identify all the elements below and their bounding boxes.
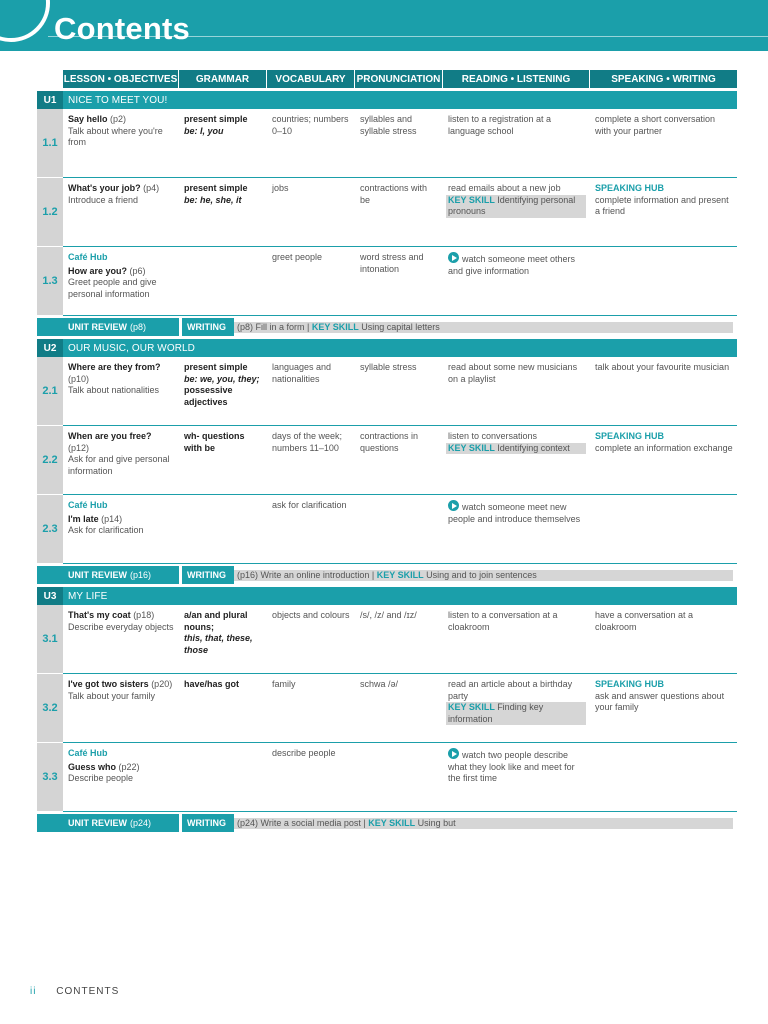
speaking-hub-label: SPEAKING HUB	[595, 431, 665, 441]
pronunciation-text: syllables and syllable stress	[360, 114, 417, 136]
lesson-title: How are you?	[68, 265, 128, 276]
lesson-row	[37, 743, 737, 812]
speaking-text: talk about your favourite musician	[595, 362, 730, 372]
unit-review-row	[37, 814, 737, 832]
lesson-title: Where are they from?	[68, 362, 161, 372]
header-pronunciation: PRONUNCIATION	[355, 70, 443, 88]
speaking-cell	[590, 247, 737, 315]
unit-review-label	[63, 814, 179, 832]
lesson-objective: Introduce a friend	[68, 194, 139, 205]
grammar-detail: be: I, you	[184, 125, 224, 136]
grammar-cell	[179, 247, 267, 315]
unit-header	[37, 339, 737, 357]
key-skill-text: Finding key information	[448, 702, 544, 724]
lesson-number: 2.3	[37, 495, 63, 564]
grammar-main: wh- questions with be	[184, 431, 245, 453]
unit-code: U3	[37, 587, 63, 605]
writing-label: WRITING	[182, 814, 234, 832]
unit-review-row	[37, 566, 737, 584]
writing-key-skill-text: Using but	[417, 817, 456, 828]
pronunciation-text: syllable stress	[360, 362, 417, 372]
key-skill-label: KEY SKILL	[448, 442, 498, 453]
lesson-cell	[63, 426, 179, 494]
speaking-cell	[590, 426, 737, 494]
lesson-title-line	[68, 183, 175, 195]
lesson-title-line	[68, 362, 175, 385]
vocabulary-text: jobs	[272, 183, 289, 193]
lesson-title-line	[68, 762, 175, 774]
grammar-cell	[179, 743, 267, 811]
cafe-hub-label: Café Hub	[68, 500, 108, 510]
lesson-title: I've got two sisters	[68, 679, 149, 689]
lesson-number: 2.2	[37, 426, 63, 495]
vocabulary-cell	[267, 743, 355, 811]
writing-task-text: (p16) Write an online introduction	[237, 569, 370, 580]
lesson-title-line	[68, 266, 175, 278]
unit-review-label	[63, 566, 179, 584]
reading-cell	[443, 743, 590, 811]
reading-text: read emails about a new job	[448, 183, 561, 193]
writing-task-text: (p8) Fill in a form	[237, 321, 305, 332]
lesson-title-line	[68, 679, 175, 691]
page-title: Contents	[54, 11, 190, 46]
lesson-title-line	[68, 514, 175, 526]
grammar-cell	[179, 605, 267, 673]
lesson-row	[37, 357, 737, 426]
header-speaking: SPEAKING • WRITING	[590, 70, 737, 88]
key-skill-text: Identifying context	[497, 442, 570, 453]
vocabulary-text: ask for clarification	[272, 500, 347, 510]
vocabulary-text: objects and colours	[272, 610, 350, 620]
reading-text: listen to conversations	[448, 431, 538, 441]
pronunciation-text: word stress and intonation	[360, 252, 424, 274]
play-icon[interactable]	[448, 500, 459, 511]
grammar-main: have/has got	[184, 679, 240, 689]
vocabulary-cell	[267, 109, 355, 177]
column-headers	[63, 70, 737, 88]
lesson-number: 1.3	[37, 247, 63, 316]
page-footer	[30, 986, 119, 997]
lesson-number: 3.2	[37, 674, 63, 743]
header-grammar: GRAMMAR	[179, 70, 267, 88]
lesson-cell	[63, 109, 179, 177]
lesson-objective: Talk about where you're from	[68, 125, 163, 147]
cafe-hub-label: Café Hub	[68, 252, 108, 262]
review-pad	[37, 318, 63, 336]
header-reading: READING • LISTENING	[443, 70, 590, 88]
lesson-number: 2.1	[37, 357, 63, 426]
reading-text: watch someone meet others and give information	[448, 254, 576, 276]
unit-header	[37, 91, 737, 109]
writing-key-skill-text: Using and to join sentences	[426, 569, 537, 580]
key-skill-text: Identifying personal pronouns	[448, 194, 576, 216]
pronunciation-text: contractions in questions	[360, 431, 419, 453]
reading-text: read an article about a birthday party	[448, 679, 573, 701]
lesson-page: (p14)	[101, 513, 123, 524]
unit-title: MY LIFE	[68, 590, 108, 602]
pronunciation-text: /s/, /z/ and /ɪz/	[360, 610, 417, 620]
lesson-page: (p18)	[133, 610, 155, 620]
grammar-main: present simple	[184, 114, 248, 124]
unit-header	[37, 587, 737, 605]
reading-cell	[443, 495, 590, 563]
grammar-main: present simple	[184, 183, 248, 193]
lesson-row	[37, 426, 737, 495]
speaking-text: have a conversation at a cloakroom	[595, 610, 694, 632]
writing-task-text: (p24) Write a social media post	[237, 817, 361, 828]
header-lesson: LESSON • OBJECTIVES	[63, 70, 179, 88]
lesson-cell	[63, 495, 179, 563]
pronunciation-cell	[355, 605, 443, 673]
vocabulary-cell	[267, 247, 355, 315]
page-number: ii	[30, 986, 37, 997]
writing-key-skill-label: KEY SKILL	[311, 321, 359, 332]
lesson-row	[37, 109, 737, 178]
lesson-cell	[63, 178, 179, 246]
unit-review-title: UNIT REVIEW	[68, 818, 128, 828]
lesson-objective: Ask for and give personal information	[68, 454, 170, 476]
speaking-text: complete a short conversation with your partner	[595, 114, 716, 136]
unit-review-label	[63, 318, 179, 336]
key-skill-label: KEY SKILL	[448, 194, 498, 205]
reading-cell	[443, 674, 590, 742]
grammar-main: present simple	[184, 362, 248, 372]
vocabulary-cell	[267, 674, 355, 742]
vocabulary-cell	[267, 605, 355, 673]
speaking-text: complete information and present a friend	[595, 194, 729, 216]
reading-text: read about some new musicians on a playlist	[448, 362, 578, 384]
lesson-row	[37, 495, 737, 564]
reading-cell	[443, 357, 590, 425]
header-vocabulary: VOCABULARY	[267, 70, 355, 88]
lesson-title-line	[68, 610, 175, 622]
lesson-title: Guess who	[68, 761, 117, 772]
unit-title: NICE TO MEET YOU!	[68, 94, 168, 106]
lesson-objective: Ask for clarification	[68, 525, 144, 535]
vocabulary-text: languages and nationalities	[272, 362, 332, 384]
lesson-cell	[63, 605, 179, 673]
speaking-cell	[590, 357, 737, 425]
pronunciation-cell	[355, 247, 443, 315]
banner-decoration	[0, 0, 50, 42]
lesson-title: Say hello	[68, 114, 108, 124]
pronunciation-text: contractions with be	[360, 183, 428, 205]
speaking-text: complete an information exchange	[595, 442, 733, 453]
unit-review-title: UNIT REVIEW	[68, 570, 128, 580]
speaking-cell	[590, 674, 737, 742]
unit-code: U1	[37, 91, 63, 109]
vocabulary-cell	[267, 178, 355, 246]
lesson-row	[37, 674, 737, 743]
lesson-objective: Describe people	[68, 773, 134, 783]
reading-text: watch someone meet new people and introduce themselves	[448, 502, 581, 524]
lesson-objective: Talk about nationalities	[68, 385, 160, 395]
footer-label: CONTENTS	[56, 986, 120, 997]
reading-text: listen to a conversation at a cloakroom	[448, 610, 558, 632]
writing-label: WRITING	[182, 318, 234, 336]
grammar-cell	[179, 674, 267, 742]
lesson-cell	[63, 674, 179, 742]
lesson-row	[37, 605, 737, 674]
key-skill-band	[446, 702, 586, 725]
play-icon[interactable]	[448, 748, 459, 759]
pronunciation-cell	[355, 674, 443, 742]
lesson-number: 3.3	[37, 743, 63, 812]
lesson-title-line	[68, 114, 175, 126]
pronunciation-cell	[355, 426, 443, 494]
writing-task: (p24) Write a social media post | KEY SKILL Using but	[234, 818, 733, 829]
reading-cell	[443, 247, 590, 315]
unit-review-page: (p8)	[130, 322, 147, 332]
grammar-detail: be: we, you, they;	[184, 373, 260, 384]
reading-cell	[443, 109, 590, 177]
review-pad	[37, 566, 63, 584]
lesson-page: (p4)	[143, 183, 160, 193]
video-line	[448, 748, 586, 785]
lesson-cell	[63, 357, 179, 425]
grammar-cell	[179, 357, 267, 425]
lesson-objective: Describe everyday objects	[68, 621, 174, 632]
lesson-cell	[63, 743, 179, 811]
lesson-number: 3.1	[37, 605, 63, 674]
lesson-number: 1.1	[37, 109, 63, 178]
lesson-page: (p10)	[68, 373, 90, 384]
reading-cell	[443, 605, 590, 673]
grammar-detail: be: he, she, it	[184, 194, 242, 205]
play-icon[interactable]	[448, 252, 459, 263]
unit-review-page: (p16)	[130, 570, 152, 580]
key-skill-band	[446, 195, 586, 218]
contents-table	[37, 70, 737, 832]
review-pad	[37, 814, 63, 832]
pronunciation-cell	[355, 495, 443, 563]
lesson-title: What's your job?	[68, 183, 141, 193]
reading-text: watch two people describe what they look like and meet for the first time	[448, 750, 575, 783]
grammar-main: a/an and plural nouns;	[184, 610, 248, 632]
video-line	[448, 500, 586, 525]
lesson-title: When are you free?	[68, 431, 152, 441]
writing-task: (p8) Fill in a form | KEY SKILL Using capital letters	[234, 322, 733, 333]
lesson-number: 1.2	[37, 178, 63, 247]
writing-key-skill-text: Using capital letters	[361, 321, 440, 332]
speaking-cell	[590, 743, 737, 811]
grammar-cell	[179, 178, 267, 246]
lesson-objective: Greet people and give personal information	[68, 277, 157, 299]
speaking-text: ask and answer questions about your family	[595, 690, 725, 712]
vocabulary-cell	[267, 426, 355, 494]
lesson-page: (p20)	[151, 679, 173, 689]
vocabulary-cell	[267, 357, 355, 425]
unit-review-row	[37, 318, 737, 336]
pronunciation-cell	[355, 178, 443, 246]
vocabulary-text: describe people	[272, 748, 336, 758]
unit-review-title: UNIT REVIEW	[68, 322, 128, 332]
grammar-cell	[179, 426, 267, 494]
lesson-title: That's my coat	[68, 610, 131, 620]
reading-cell	[443, 178, 590, 246]
grammar-cell	[179, 495, 267, 563]
grammar-detail: this, that, these, those	[184, 633, 253, 655]
speaking-hub-label: SPEAKING HUB	[595, 183, 665, 193]
reading-cell	[443, 426, 590, 494]
writing-key-skill-label: KEY SKILL	[376, 569, 424, 580]
speaking-cell	[590, 109, 737, 177]
speaking-cell	[590, 605, 737, 673]
writing-task: (p16) Write an online introduction | KEY SKILL Using and to join sentences	[234, 570, 733, 581]
vocabulary-text: days of the week; numbers 11–100	[272, 431, 343, 453]
pronunciation-text: schwa /ə/	[360, 679, 399, 689]
lesson-row	[37, 178, 737, 247]
lesson-row	[37, 247, 737, 316]
key-skill-label: KEY SKILL	[448, 702, 498, 712]
lesson-objective: Talk about your family	[68, 690, 156, 701]
title-banner	[0, 0, 768, 51]
speaking-hub-label: SPEAKING HUB	[595, 679, 665, 689]
pronunciation-cell	[355, 109, 443, 177]
key-skill-band	[446, 443, 586, 455]
lesson-title-line	[68, 431, 175, 454]
unit-code: U2	[37, 339, 63, 357]
lesson-page: (p12)	[68, 442, 90, 453]
pronunciation-cell	[355, 743, 443, 811]
writing-label: WRITING	[182, 566, 234, 584]
grammar-cell	[179, 109, 267, 177]
lesson-cell	[63, 247, 179, 315]
lesson-page: (p2)	[110, 114, 127, 124]
unit-title: OUR MUSIC, OUR WORLD	[68, 342, 195, 354]
vocabulary-text: countries; numbers 0–10	[272, 114, 349, 136]
writing-key-skill-label: KEY SKILL	[368, 817, 416, 828]
vocabulary-text: greet people	[272, 252, 323, 262]
reading-text: listen to a registration at a language school	[448, 114, 552, 136]
speaking-cell	[590, 495, 737, 563]
unit-review-page: (p24)	[130, 818, 152, 828]
video-line	[448, 252, 586, 277]
vocabulary-text: family	[272, 679, 296, 689]
units-container	[37, 91, 737, 832]
cafe-hub-label: Café Hub	[68, 748, 108, 758]
vocabulary-cell	[267, 495, 355, 563]
lesson-title: I'm late	[68, 513, 99, 524]
lesson-page: (p6)	[129, 265, 146, 276]
pronunciation-cell	[355, 357, 443, 425]
speaking-cell	[590, 178, 737, 246]
lesson-page: (p22)	[118, 761, 140, 772]
grammar-extra: possessive adjectives	[184, 385, 233, 407]
